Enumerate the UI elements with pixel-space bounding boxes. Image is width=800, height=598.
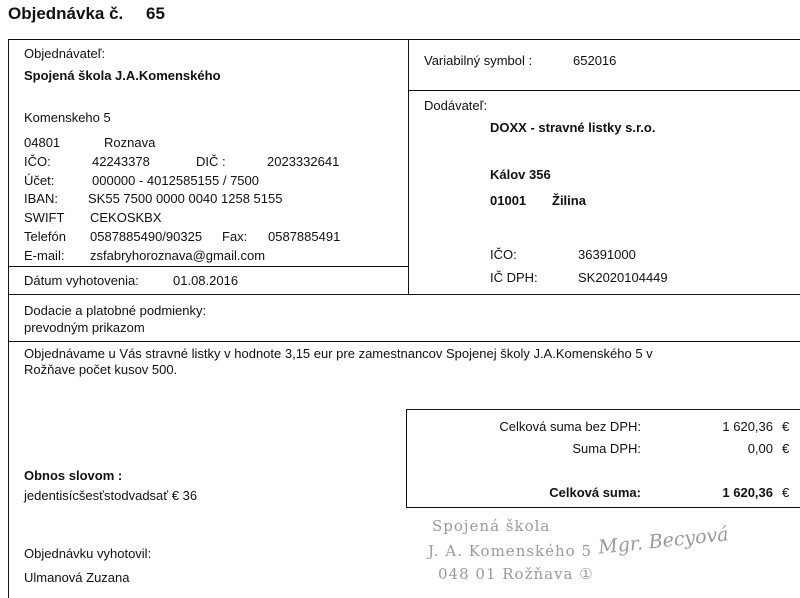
orderer-swift: CEKOSKBX <box>90 210 162 225</box>
order-text-line2: Rožňave počet kusov 500. <box>24 362 178 377</box>
divider-vs-left <box>408 39 409 91</box>
orderer-fax-label: Fax: <box>222 229 248 244</box>
net-total-currency: € <box>782 419 790 434</box>
orderer-phone: 0587885490/90325 <box>90 229 203 244</box>
supplier-zip: 01001 <box>490 193 527 208</box>
grand-total-currency: € <box>782 485 790 500</box>
supplier-box-bottom <box>408 294 800 295</box>
issue-date-value: 01.08.2016 <box>173 273 239 288</box>
order-number: 65 <box>146 4 165 23</box>
orderer-dic: 2023332641 <box>267 154 340 169</box>
supplier-ico-label: IČO: <box>490 247 517 262</box>
issued-by-name: Ulmanová Zuzana <box>24 570 130 585</box>
orderer-swift-label: SWIFT <box>24 210 65 225</box>
variable-symbol-label: Variabilný symbol : <box>424 53 533 68</box>
orderer-iban: SK55 7500 0000 0040 1258 5155 <box>88 191 283 206</box>
title-label: Objednávka č. <box>8 4 124 23</box>
net-total-value: 1 620,36 <box>722 419 773 434</box>
orderer-email-label: E-mail: <box>24 248 65 263</box>
frame-left <box>8 39 9 598</box>
supplier-name: DOXX - stravné listky s.r.o. <box>490 120 656 135</box>
vat-value: 0,00 <box>747 441 773 456</box>
orderer-name: Spojená škola J.A.Komenského <box>24 68 221 83</box>
divider-vs-bottom <box>408 90 800 91</box>
orderer-zip: 04801 <box>24 135 61 150</box>
supplier-label: Dodávateľ: <box>424 98 488 113</box>
orderer-email: zsfabryhoroznava@gmail.com <box>90 248 266 263</box>
orderer-ico-label: IČO: <box>24 154 51 169</box>
orderer-iban-label: IBAN: <box>24 191 58 206</box>
orderer-fax: 0587885491 <box>268 229 341 244</box>
orderer-label: Objednávateľ: <box>24 46 106 61</box>
date-box-bottom <box>8 294 408 295</box>
totals-box-left <box>406 409 407 508</box>
supplier-city: Žilina <box>552 193 586 208</box>
supplier-box-left <box>408 90 409 294</box>
stamp-line2: J. A. Komenského 5 <box>428 542 593 560</box>
conditions-label: Dodacie a platobné podmienky: <box>24 303 207 318</box>
conditions-box-bottom <box>8 341 800 342</box>
orderer-city: Roznava <box>104 135 156 150</box>
totals-box-top <box>406 409 800 410</box>
issue-date-label: Dátum vyhotovenia: <box>24 273 139 288</box>
vat-currency: € <box>782 441 790 456</box>
supplier-icdph-label: IČ DPH: <box>490 270 538 285</box>
supplier-street: Kálov 356 <box>490 167 551 182</box>
vat-label: Suma DPH: <box>572 441 641 456</box>
totals-box-bottom <box>406 507 800 508</box>
document-title <box>8 4 165 24</box>
in-words-value: jedentisícšesťstodvadsať € 36 <box>24 488 198 503</box>
net-total-label: Celková suma bez DPH: <box>499 419 641 434</box>
stamp-line3: 048 01 Rožňava ① <box>438 565 594 583</box>
orderer-phone-label: Telefón <box>24 229 66 244</box>
orderer-ico: 42243378 <box>92 154 150 169</box>
conditions-value: prevodným prikazom <box>24 320 145 335</box>
in-words-label: Obnos slovom : <box>24 468 123 483</box>
orderer-account: 000000 - 4012585155 / 7500 <box>92 173 259 188</box>
orderer-box-bottom <box>8 266 408 267</box>
orderer-dic-label: DIČ : <box>196 154 226 169</box>
grand-total-label: Celková suma: <box>549 485 641 500</box>
supplier-icdph: SK2020104449 <box>578 270 668 285</box>
issued-by-label: Objednávku vyhotovil: <box>24 546 152 561</box>
signature: Mgr. Becyová <box>597 523 730 559</box>
frame-top <box>8 39 800 40</box>
orderer-account-label: Účet: <box>24 173 55 188</box>
stamp-line1: Spojená škola <box>432 517 551 535</box>
orderer-street: Komenskeho 5 <box>24 110 111 125</box>
grand-total-value: 1 620,36 <box>722 485 773 500</box>
variable-symbol-value: 652016 <box>573 53 617 68</box>
order-text-line1: Objednávame u Vás stravné listky v hodnote 3,15 eur pre zamestnancov Spojenej školy J.A.Komenského 5 v <box>24 346 653 361</box>
supplier-ico: 36391000 <box>578 247 636 262</box>
